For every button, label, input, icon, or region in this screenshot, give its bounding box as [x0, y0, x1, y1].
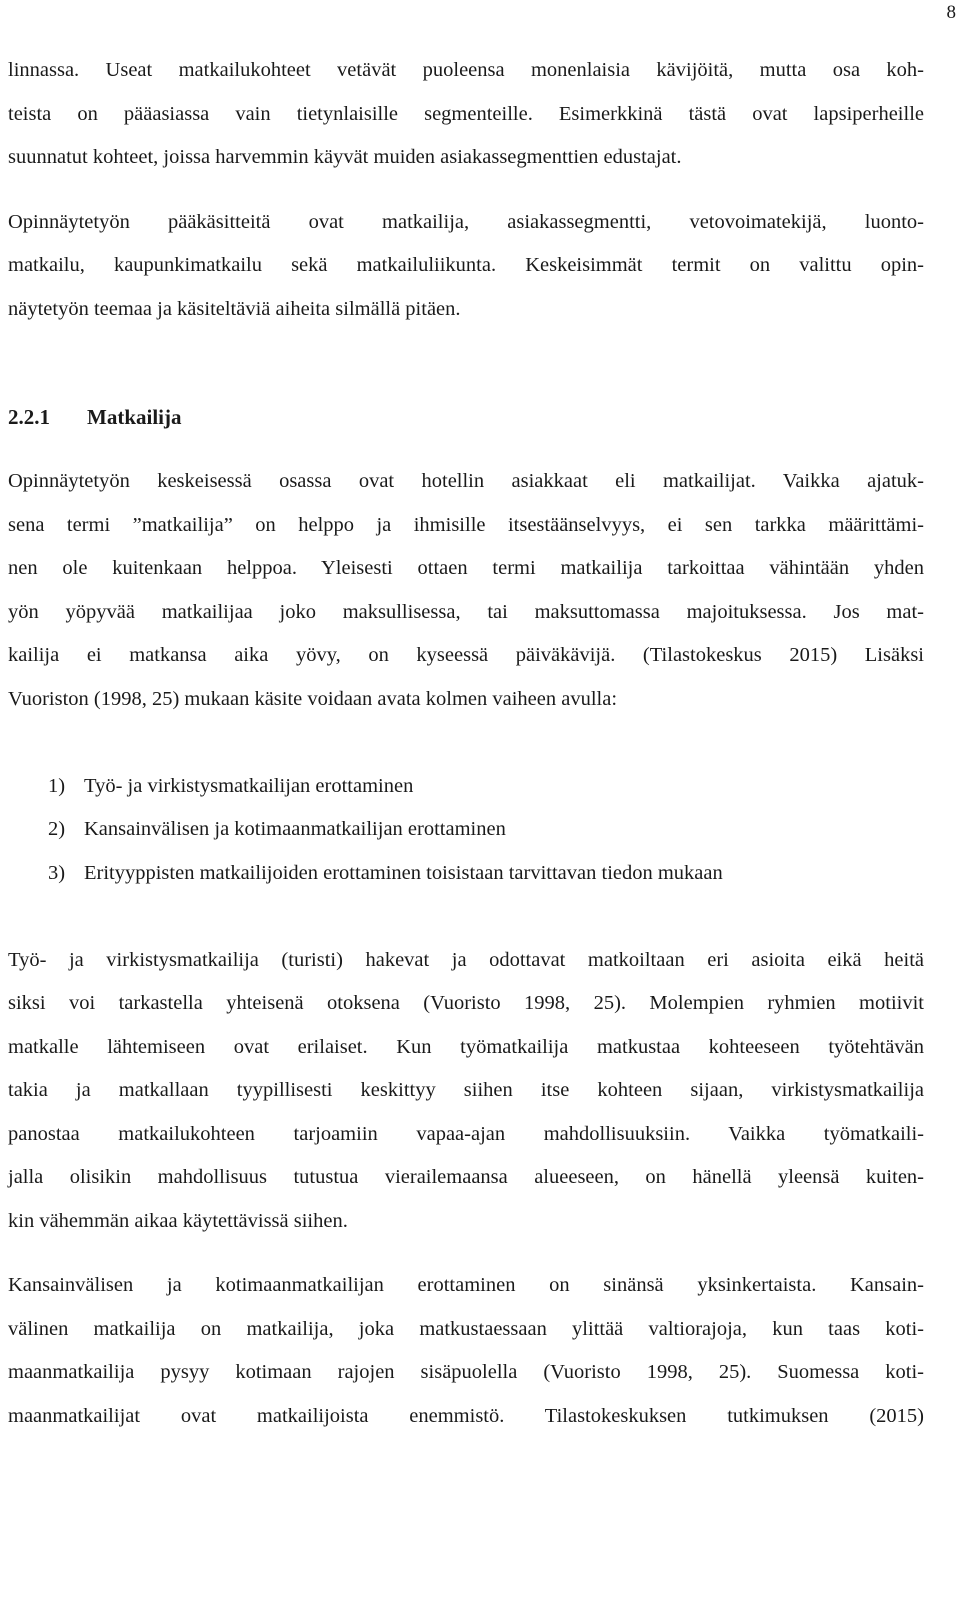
- list-item: [8, 771, 924, 815]
- list-item: [8, 858, 924, 902]
- list-item-text: Erityyppisten matkailijoiden erottaminen toisistaan tarvittavan tiedon mukaan: [84, 861, 723, 884]
- text-line: välinen matkailija on matkailija, joka matkustaessaan ylittää valtiorajoja, kun taas koti-: [8, 1317, 924, 1340]
- list-marker: 1): [48, 774, 66, 797]
- section-number: 2.2.1: [8, 404, 50, 429]
- section-heading: [8, 402, 924, 446]
- list-item: [8, 814, 924, 858]
- numbered-list: [8, 771, 924, 902]
- text-line: näytetyön teemaa ja käsiteltäviä aiheita silmällä pitäen.: [8, 297, 461, 320]
- text-line: panostaa matkailukohteen tarjoamiin vapaa-ajan mahdollisuuksiin. Vaikka työmatkaili-: [8, 1122, 924, 1145]
- text-line: yön yöpyvää matkailijaa joko maksullisessa, tai maksuttomassa majoituksessa. Jos mat-: [8, 600, 924, 623]
- text-line: kailija ei matkansa aika yövy, on kyseessä päiväkävijä. (Tilastokeskus 2015) Lisäksi: [8, 644, 924, 666]
- section-title: Matkailija: [87, 404, 182, 429]
- text-line: Vuoriston (1998, 25) mukaan käsite voidaan avata kolmen vaiheen avulla:: [8, 687, 618, 710]
- list-marker: 2): [48, 818, 66, 840]
- text-line: Kansainvälisen ja kotimaanmatkailijan erottaminen on sinänsä yksinkertaista. Kansain-: [8, 1274, 924, 1296]
- paragraph-traveller: [8, 466, 924, 727]
- paragraph-international: [8, 1270, 924, 1444]
- text-line: matkalle lähtemiseen ovat erilaiset. Kun työmatkailija matkustaa kohteeseen työtehtävän: [8, 1035, 924, 1058]
- text-line: kin vähemmän aikaa käytettävissä siihen.: [8, 1209, 348, 1232]
- text-line: teista on pääasiassa vain tietynlaisille segmenteille. Esimerkkinä tästä ovat lapsiperheille: [8, 102, 924, 125]
- text-line: Työ- ja virkistysmatkailija (turisti) hakevat ja odottavat matkoiltaan eri asioita eikä heitä: [8, 948, 924, 971]
- list-item-text: Kansainvälisen ja kotimaanmatkailijan erottaminen: [84, 818, 506, 840]
- paragraph-work-leisure: [8, 945, 924, 1250]
- paragraph-intro: [8, 55, 924, 186]
- text-line: siksi voi tarkastella yhteisenä otoksena (Vuoristo 1998, 25). Molempien ryhmien motiivit: [8, 992, 924, 1014]
- page-number: 8: [946, 2, 956, 23]
- paragraph-concepts: [8, 207, 924, 338]
- text-line: maanmatkailija pysyy kotimaan rajojen sisäpuolella (Vuoristo 1998, 25). Suomessa koti-: [8, 1361, 924, 1383]
- text-line: Opinnäytetyön pääkäsitteitä ovat matkailija, asiakassegmentti, vetovoimatekijä, luonto-: [8, 210, 924, 233]
- text-line: suunnatut kohteet, joissa harvemmin käyvät muiden asiakassegmenttien edustajat.: [8, 146, 682, 168]
- text-line: matkailu, kaupunkimatkailu sekä matkailuliikunta. Keskeisimmät termit on valittu opin-: [8, 254, 924, 276]
- text-line: linnassa. Useat matkailukohteet vetävät puoleensa monenlaisia kävijöitä, mutta osa koh-: [8, 59, 924, 81]
- text-line: nen ole kuitenkaan helppoa. Yleisesti ottaen termi matkailija tarkoittaa vähintään yhden: [8, 557, 924, 579]
- text-line: Opinnäytetyön keskeisessä osassa ovat hotellin asiakkaat eli matkailijat. Vaikka ajatuk-: [8, 470, 924, 492]
- list-item-text: Työ- ja virkistysmatkailijan erottaminen: [84, 774, 414, 797]
- list-marker: 3): [48, 861, 66, 884]
- text-line: sena termi ”matkailija” on helppo ja ihmisille itsestäänselvyys, ei sen tarkka määrittämi-: [8, 513, 924, 536]
- document-body: [8, 55, 924, 1444]
- text-line: takia ja matkallaan tyypillisesti keskittyy siihen itse kohteen sijaan, virkistysmatkailija: [8, 1079, 924, 1101]
- text-line: jalla olisikin mahdollisuus tutustua vierailemaansa alueeseen, on hänellä yleensä kuiten-: [8, 1166, 924, 1188]
- text-line: maanmatkailijat ovat matkailijoista enemmistö. Tilastokeskuksen tutkimuksen (2015): [8, 1404, 924, 1427]
